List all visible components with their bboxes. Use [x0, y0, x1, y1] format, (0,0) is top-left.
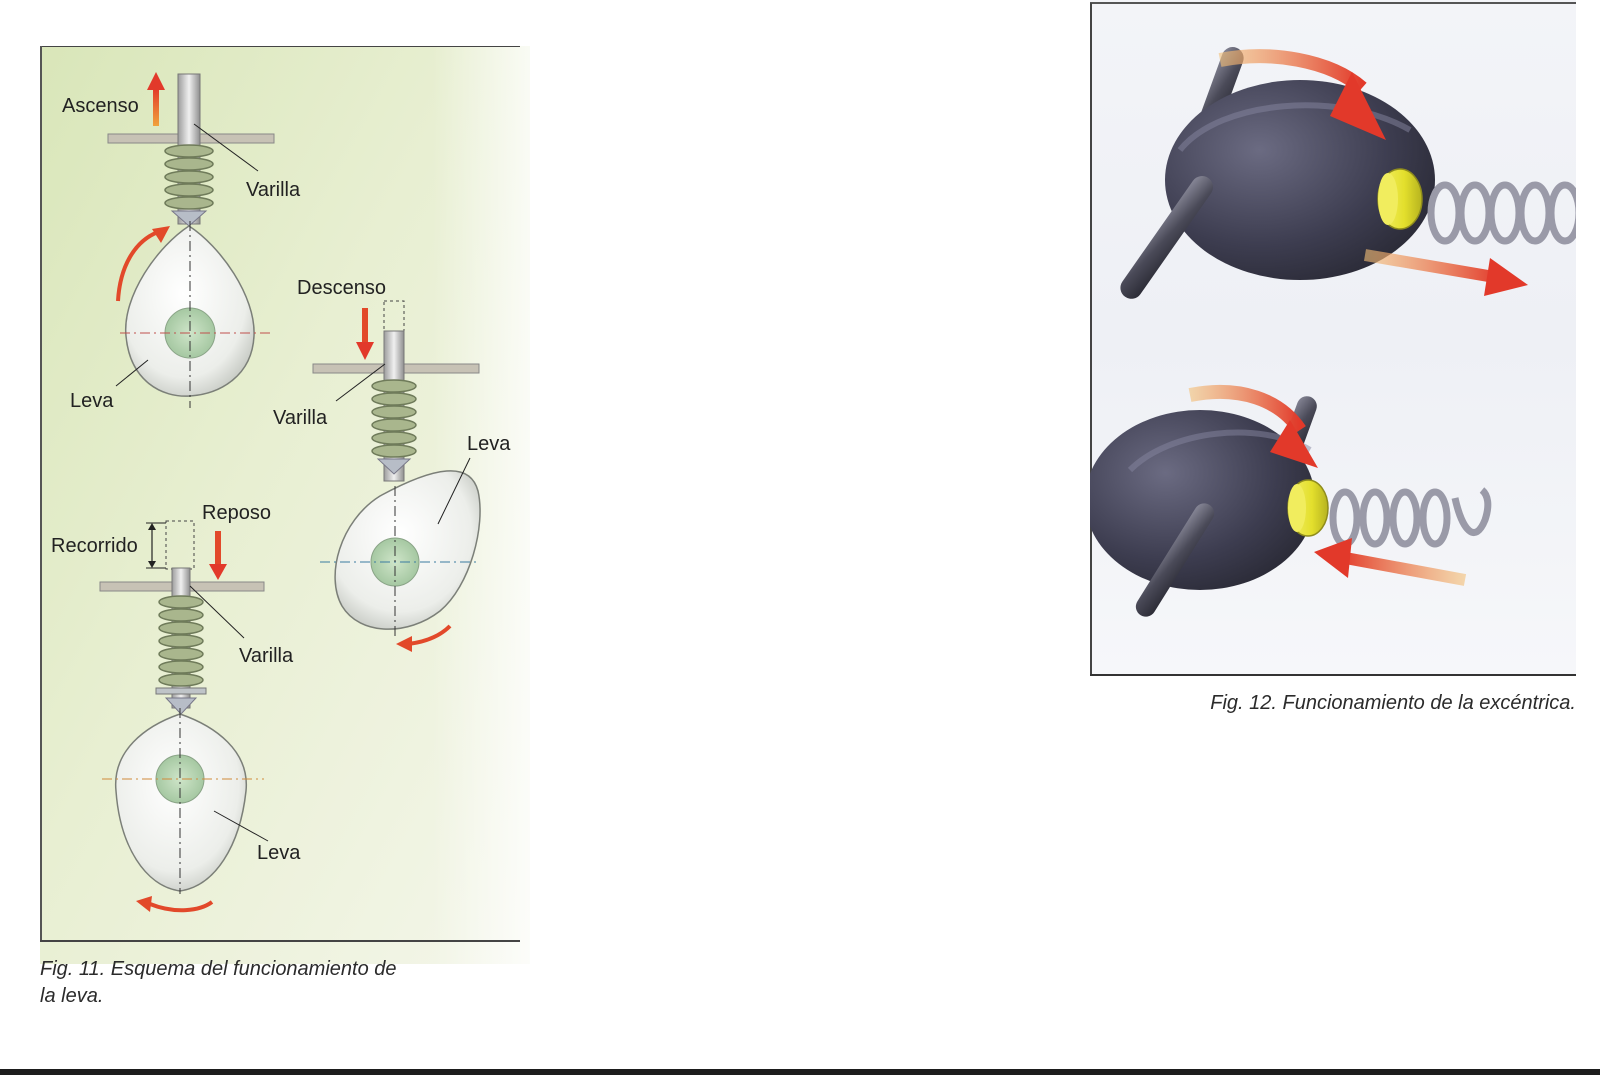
arrow-reposo: [215, 531, 221, 567]
label-leva-1: Leva: [70, 390, 114, 412]
fig11-diagram: [40, 46, 530, 964]
label-leva-2: Leva: [467, 433, 511, 455]
fig12-caption: [1090, 690, 1576, 717]
bottom-rule: [0, 1069, 1600, 1075]
label-varilla-3: Varilla: [239, 645, 294, 667]
fig11-caption-line2: la leva.: [40, 985, 104, 1007]
label-varilla-2: Varilla: [273, 407, 328, 429]
arrow-descenso: [362, 308, 368, 344]
fig12-caption-text: Fig. 12. Funcionamiento de la excéntrica.: [1210, 692, 1576, 714]
label-descenso: Descenso: [297, 277, 386, 299]
spring-ascenso: [165, 145, 213, 209]
label-recorrido: Recorrido: [51, 535, 138, 557]
arrow-ascenso: [153, 88, 159, 126]
label-leva-3: Leva: [257, 842, 301, 864]
fig12-diagram: [1090, 0, 1576, 676]
fig11-caption: [40, 956, 480, 1010]
label-varilla-1: Varilla: [246, 179, 301, 201]
fig11-caption-line1: Fig. 11. Esquema del funcionamiento de: [40, 958, 397, 980]
label-ascenso: Ascenso: [62, 95, 139, 117]
label-reposo: Reposo: [202, 502, 271, 524]
